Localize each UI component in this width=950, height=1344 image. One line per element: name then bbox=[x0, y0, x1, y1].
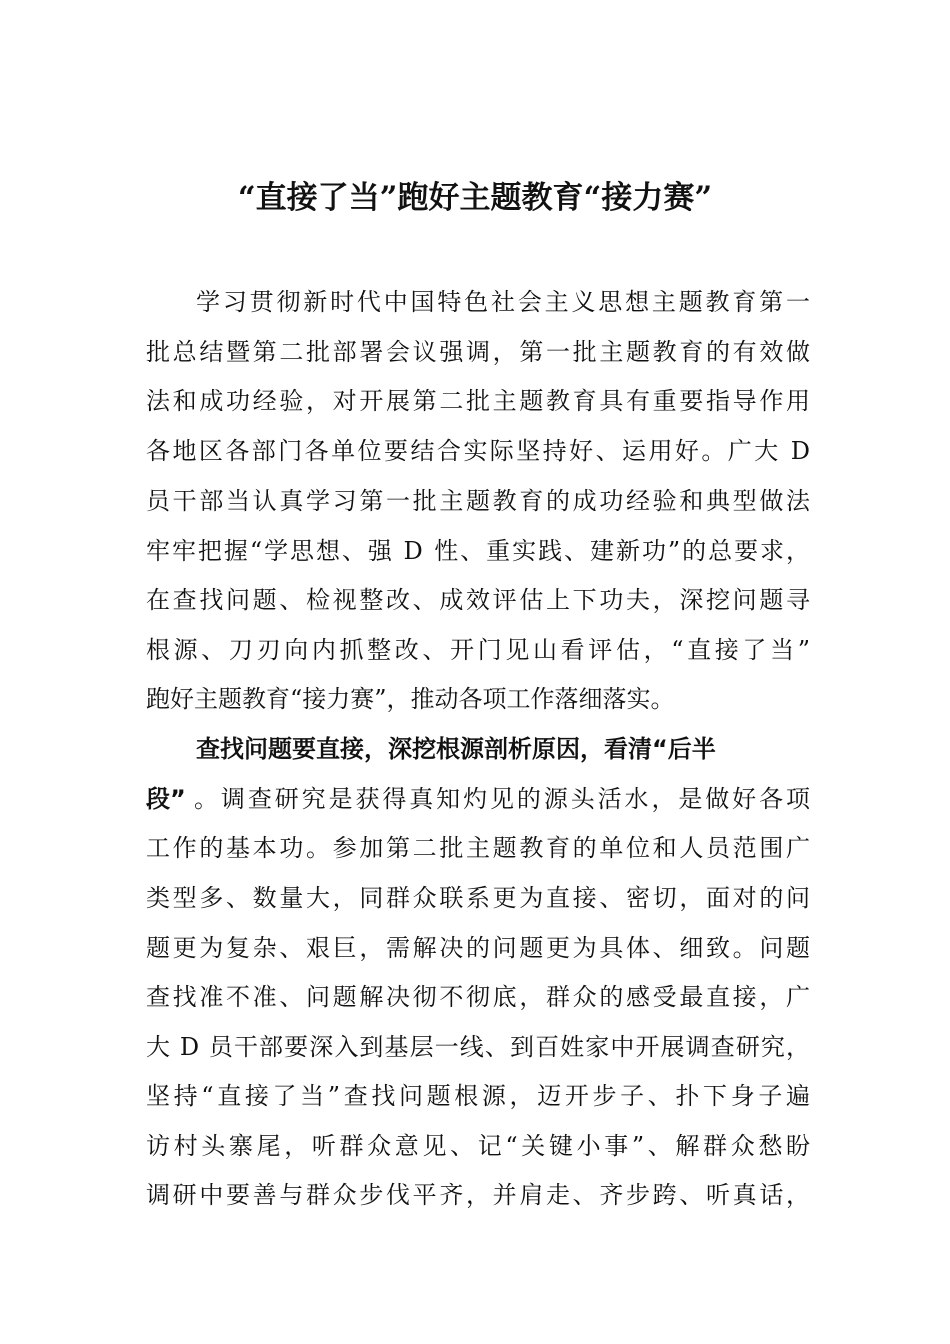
document-title: “直接了当”跑好主题教育“接力赛” bbox=[237, 180, 713, 216]
document-page: “直接了当”跑好主题教育“接力赛” 学习贯彻新时代中国特色社会主义思想主题教育第一 批总结暨第二批部署会议强调，第一批主题教育的有效做 法和成功经验，对开展第二批主题教育具有重要指导作用 各地区各部门各单位要结合实际坚持好、运用好。广大 D 员干部当认真学习第一批主题教育的成功经验和典型做法 牢牢把握“学思想、强 D 性、重实践、建新功”的总要求， 在查找问题、检视整改、成效评估上下功夫，深挖问题寻 根源、刀刃向内抓整改、开门见山看评估，“直接了当” 跑好主题教育“接力赛”，推动各项工作落细落实。 查找问题要直接，深挖根源剖析原因，看清“后半 段” 。调查研究是获得真知灼见的源头活水，是做好各项 工作的基本功。参加第二批主题教育的单位和人员范围广 类型多、数量大，同群众联系更为直接、密切，面对的问 题更为复杂、艰巨，需解决的问题更为具体、细致。问题 查找准不准、问题解决彻不彻底，群众的感受最直接，广 大 D 员干部要深入到基层一线、到百姓家中开展调查研究， 坚持“直接了当”查找问题根源，迈开步子、扑下身子遍 访村头寨尾，听群众意见、记“关键小事”、解群众愁盼 调研中要善与群众步伐平齐，并肩走、齐步跨、听真话， bbox=[0, 0, 950, 1344]
paragraph-heading-end: 段” bbox=[146, 785, 186, 813]
